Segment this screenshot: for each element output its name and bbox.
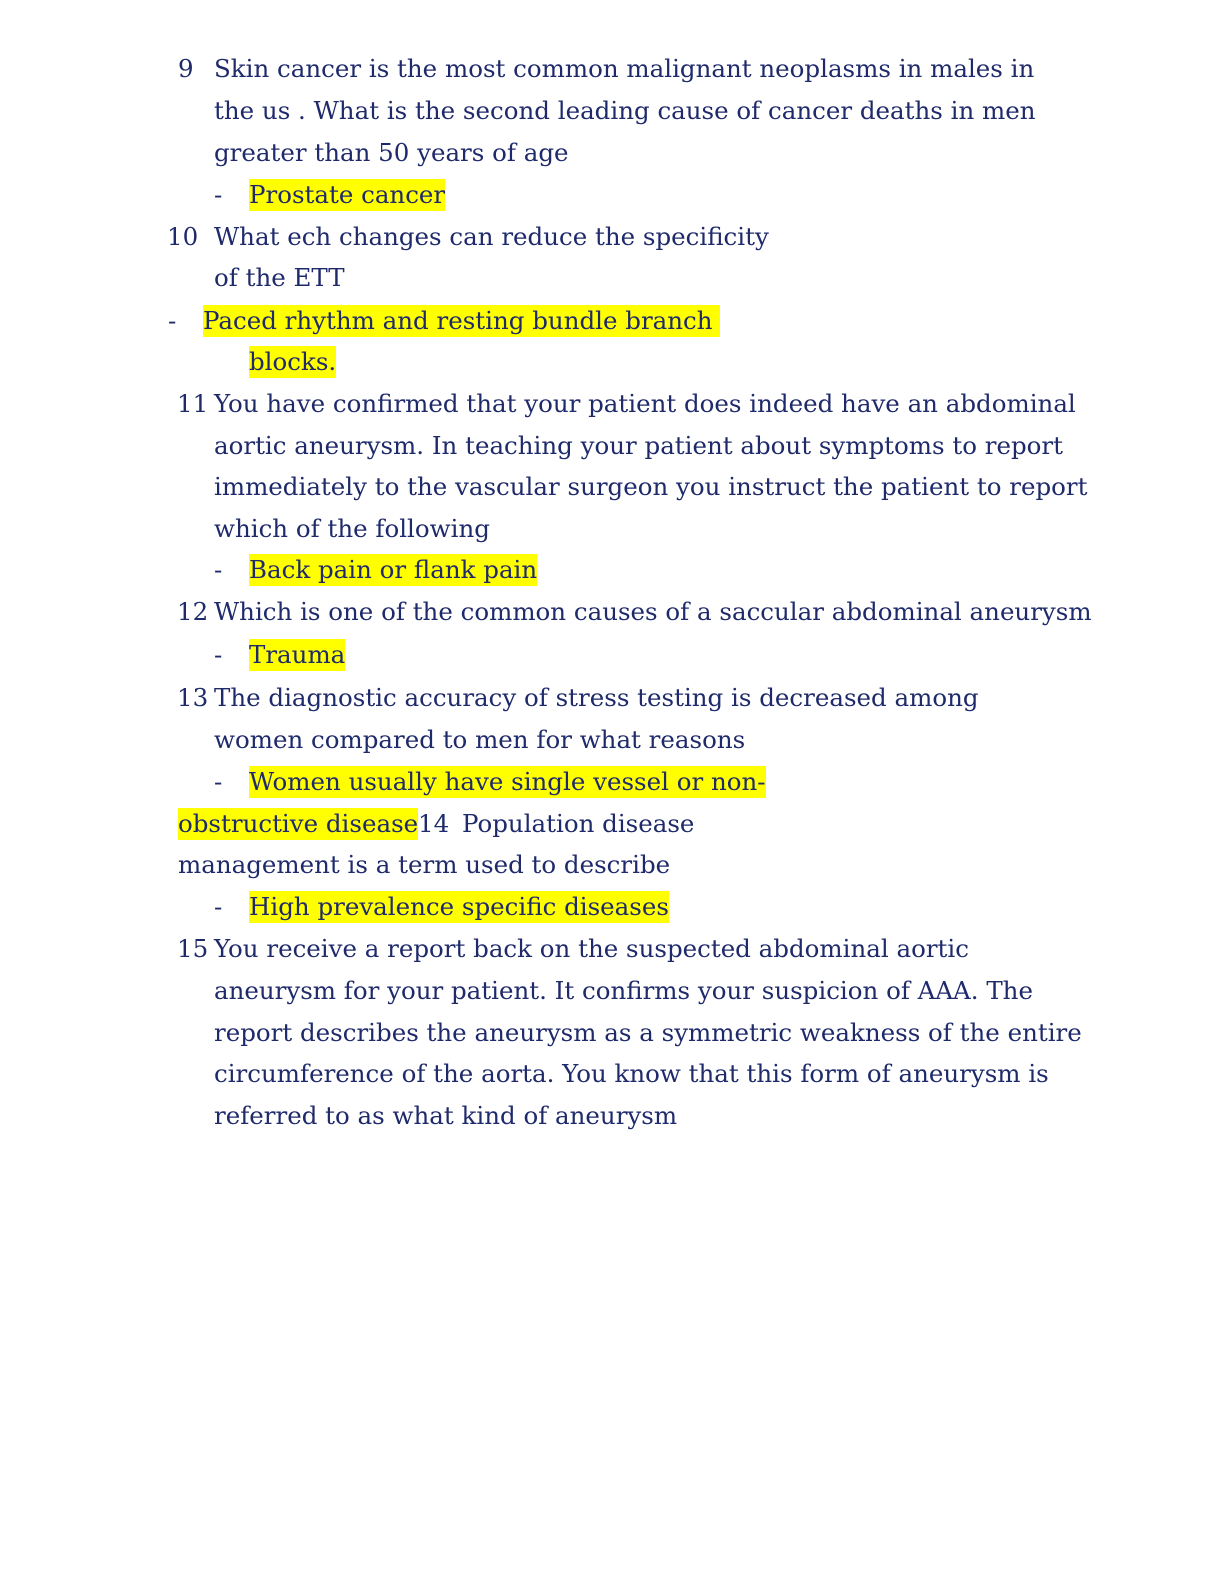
question-text-line: which of the following: [214, 514, 490, 543]
question-number: 10: [167, 222, 199, 251]
question-number: 11: [177, 389, 209, 418]
question-number: 9: [178, 54, 194, 83]
answer-highlight: obstructive disease: [178, 809, 419, 838]
question-text-line: The diagnostic accuracy of stress testing is decreased among: [214, 683, 979, 712]
answer-highlight: blocks.: [249, 347, 337, 376]
answer-bullet: -: [214, 767, 223, 796]
question-text-line: You receive a report back on the suspected abdominal aortic: [214, 934, 969, 963]
question-text-line: Skin cancer is the most common malignant neoplasms in males in: [214, 54, 1035, 83]
question-text-line: greater than 50 years of age: [214, 138, 569, 167]
answer-bullet: -: [214, 892, 223, 921]
question-text-line: aortic aneurysm. In teaching your patient about symptoms to report: [214, 431, 1063, 460]
answer-bullet: -: [214, 555, 223, 584]
question-text-line: Which is one of the common causes of a saccular abdominal aneurysm: [214, 597, 1092, 626]
answer-highlight: Women usually have single vessel or non-: [249, 767, 766, 796]
answer-highlight: Trauma: [249, 640, 346, 669]
question-number: 14: [418, 809, 450, 838]
question-number: 13: [177, 683, 209, 712]
question-text-line: circumference of the aorta. You know that this form of aneurysm is: [214, 1059, 1049, 1088]
answer-bullet: -: [214, 180, 223, 209]
question-text-line: management is a term used to describe: [178, 850, 671, 879]
question-text-line: referred to as what kind of aneurysm: [214, 1101, 678, 1130]
question-text-line: Population disease: [462, 809, 695, 838]
answer-bullet: -: [168, 306, 177, 335]
question-text-line: the us . What is the second leading cause of cancer deaths in men: [214, 96, 1036, 125]
answer-highlight: Back pain or flank pain: [249, 555, 538, 584]
question-text-line: report describes the aneurysm as a symmetric weakness of the entire: [214, 1018, 1082, 1047]
answer-highlight: Paced rhythm and resting bundle branch: [203, 306, 721, 335]
question-text-line: women compared to men for what reasons: [214, 725, 746, 754]
question-text-line: of the ETT: [214, 263, 345, 292]
question-text-line: You have confirmed that your patient does indeed have an abdominal: [214, 389, 1076, 418]
question-text-line: aneurysm for your patient. It confirms your suspicion of AAA. The: [214, 976, 1033, 1005]
question-number: 12: [177, 597, 209, 626]
answer-highlight: High prevalence specific diseases: [249, 892, 669, 921]
question-text-line: What ech changes can reduce the specificity: [214, 222, 769, 251]
question-text-line: immediately to the vascular surgeon you instruct the patient to report: [214, 472, 1088, 501]
question-number: 15: [177, 934, 209, 963]
answer-bullet: -: [214, 640, 223, 669]
answer-highlight: Prostate cancer: [249, 180, 446, 209]
